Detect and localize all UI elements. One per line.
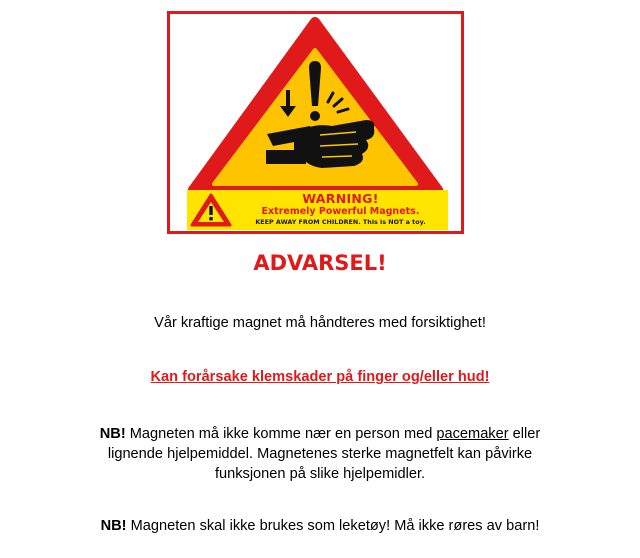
warning-label-image <box>167 11 464 234</box>
warning-banner-title: WARNING! <box>302 191 379 206</box>
injury-warning: Kan forårsake klemskader på finger og/eller hud! <box>150 369 490 385</box>
nb-label: NB! <box>100 518 127 534</box>
exclamation-triangle-icon <box>190 193 232 227</box>
toy-notice <box>0 516 640 536</box>
warning-banner-note: KEEP AWAY FROM CHILDREN. This is NOT a toy. <box>255 218 426 226</box>
warning-banner <box>187 190 448 230</box>
nb-label: NB! <box>99 426 126 442</box>
pacemaker-notice-text-b: eller <box>508 426 541 442</box>
toy-notice-text: Magneten skal ikke brukes som leketøy! Må ikke røres av barn! <box>126 518 540 534</box>
pacemaker-notice-line-3: funksjonen på slike hjelpemidler. <box>214 466 426 482</box>
pacemaker-link[interactable]: pacemaker <box>436 426 509 442</box>
warning-banner-subtitle: Extremely Powerful Magnets. <box>261 206 420 217</box>
warning-banner-text <box>233 190 448 230</box>
page-heading: ADVARSEL! <box>253 251 387 275</box>
pacemaker-notice-text-a: Magneten må ikke komme nær en person med <box>125 426 437 442</box>
pacemaker-notice <box>0 424 640 484</box>
handling-notice: Vår kraftige magnet må håndteres med forsiktighet! <box>154 315 486 331</box>
pacemaker-notice-line-2: lignende hjelpemiddel. Magnetenes sterke magnetfelt kan påvirke <box>107 446 533 462</box>
